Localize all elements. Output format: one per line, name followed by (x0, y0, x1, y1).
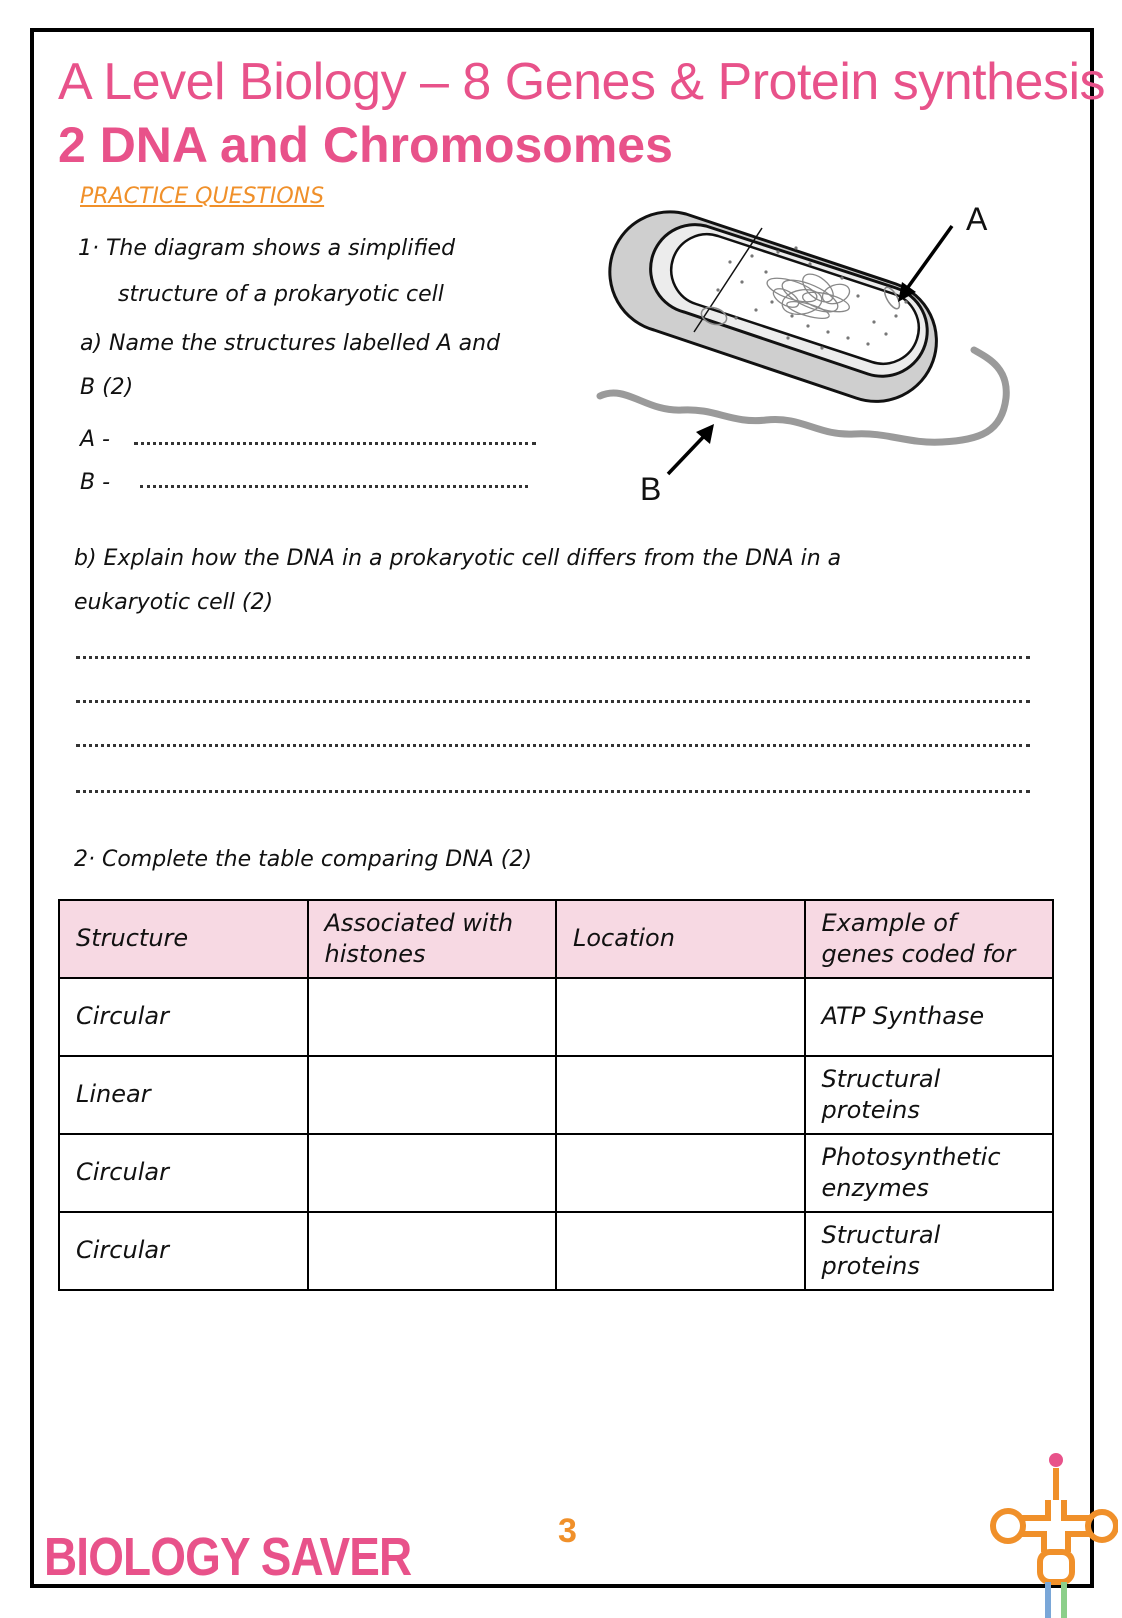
table-row (59, 978, 1053, 1056)
cell-structure: Circular (59, 978, 308, 1056)
answer-a-label: A - (80, 427, 110, 452)
cell-location[interactable] (556, 1056, 805, 1134)
answer-line-4[interactable] (76, 790, 1030, 793)
header-example-genes: Example of genes coded for (805, 900, 1054, 978)
cell-structure: Circular (59, 1212, 308, 1290)
trna-logo-icon (982, 1448, 1118, 1618)
cell-location[interactable] (556, 1134, 805, 1212)
answer-line-3[interactable] (76, 744, 1030, 747)
header-histones: Associated with histones (308, 900, 557, 978)
q1b-text-line1: b) Explain how the DNA in a prokaryotic cell differs from the DNA in a (74, 546, 842, 571)
cell-example-genes: Structural proteins (805, 1212, 1054, 1290)
cell-location[interactable] (556, 978, 805, 1056)
q2-text: 2· Complete the table comparing DNA (2) (74, 847, 532, 872)
table-row (59, 1056, 1053, 1134)
page-number: 3 (558, 1512, 577, 1550)
cell-location[interactable] (556, 1212, 805, 1290)
cell-structure: Linear (59, 1056, 308, 1134)
prokaryotic-cell-diagram (596, 198, 1036, 518)
cell-histones[interactable] (308, 1212, 557, 1290)
cell-example-genes: Photosynthetic enzymes (805, 1134, 1054, 1212)
arrow-a (906, 226, 952, 290)
q1a-text-line2: B (2) (80, 375, 134, 400)
label-b: B (640, 471, 662, 507)
label-a: A (966, 201, 988, 237)
table-row (59, 1134, 1053, 1212)
q1-stem-line1: 1· The diagram shows a simplified (78, 236, 456, 261)
table-row (59, 1212, 1053, 1290)
answer-line-1[interactable] (76, 656, 1030, 659)
q1b-text-line2: eukaryotic cell (2) (74, 590, 274, 615)
arrow-b (668, 432, 708, 474)
section-heading: PRACTICE QUESTIONS (80, 184, 325, 209)
answer-b-label: B - (80, 470, 111, 495)
answer-b-line[interactable] (140, 485, 528, 488)
cell-example-genes: ATP Synthase (805, 978, 1054, 1056)
table-header-row (59, 900, 1053, 978)
page-title: A Level Biology – 8 Genes & Protein synthesis (58, 53, 1106, 111)
header-structure: Structure (59, 900, 308, 978)
cell-example-genes: Structural proteins (805, 1056, 1054, 1134)
page-subtitle: 2 DNA and Chromosomes (58, 117, 673, 173)
cell-histones[interactable] (308, 1134, 557, 1212)
cell-histones[interactable] (308, 1056, 557, 1134)
q1-stem-line2: structure of a prokaryotic cell (118, 282, 444, 307)
q1a-text-line1: a) Name the structures labelled A and (80, 331, 501, 356)
cell-histones[interactable] (308, 978, 557, 1056)
answer-a-line[interactable] (134, 442, 536, 445)
cell-structure: Circular (59, 1134, 308, 1212)
brand-logo-text: BIOLOGY SAVER (44, 1527, 412, 1587)
header-location: Location (556, 900, 805, 978)
comparison-table (58, 899, 1054, 1291)
answer-line-2[interactable] (76, 700, 1030, 703)
